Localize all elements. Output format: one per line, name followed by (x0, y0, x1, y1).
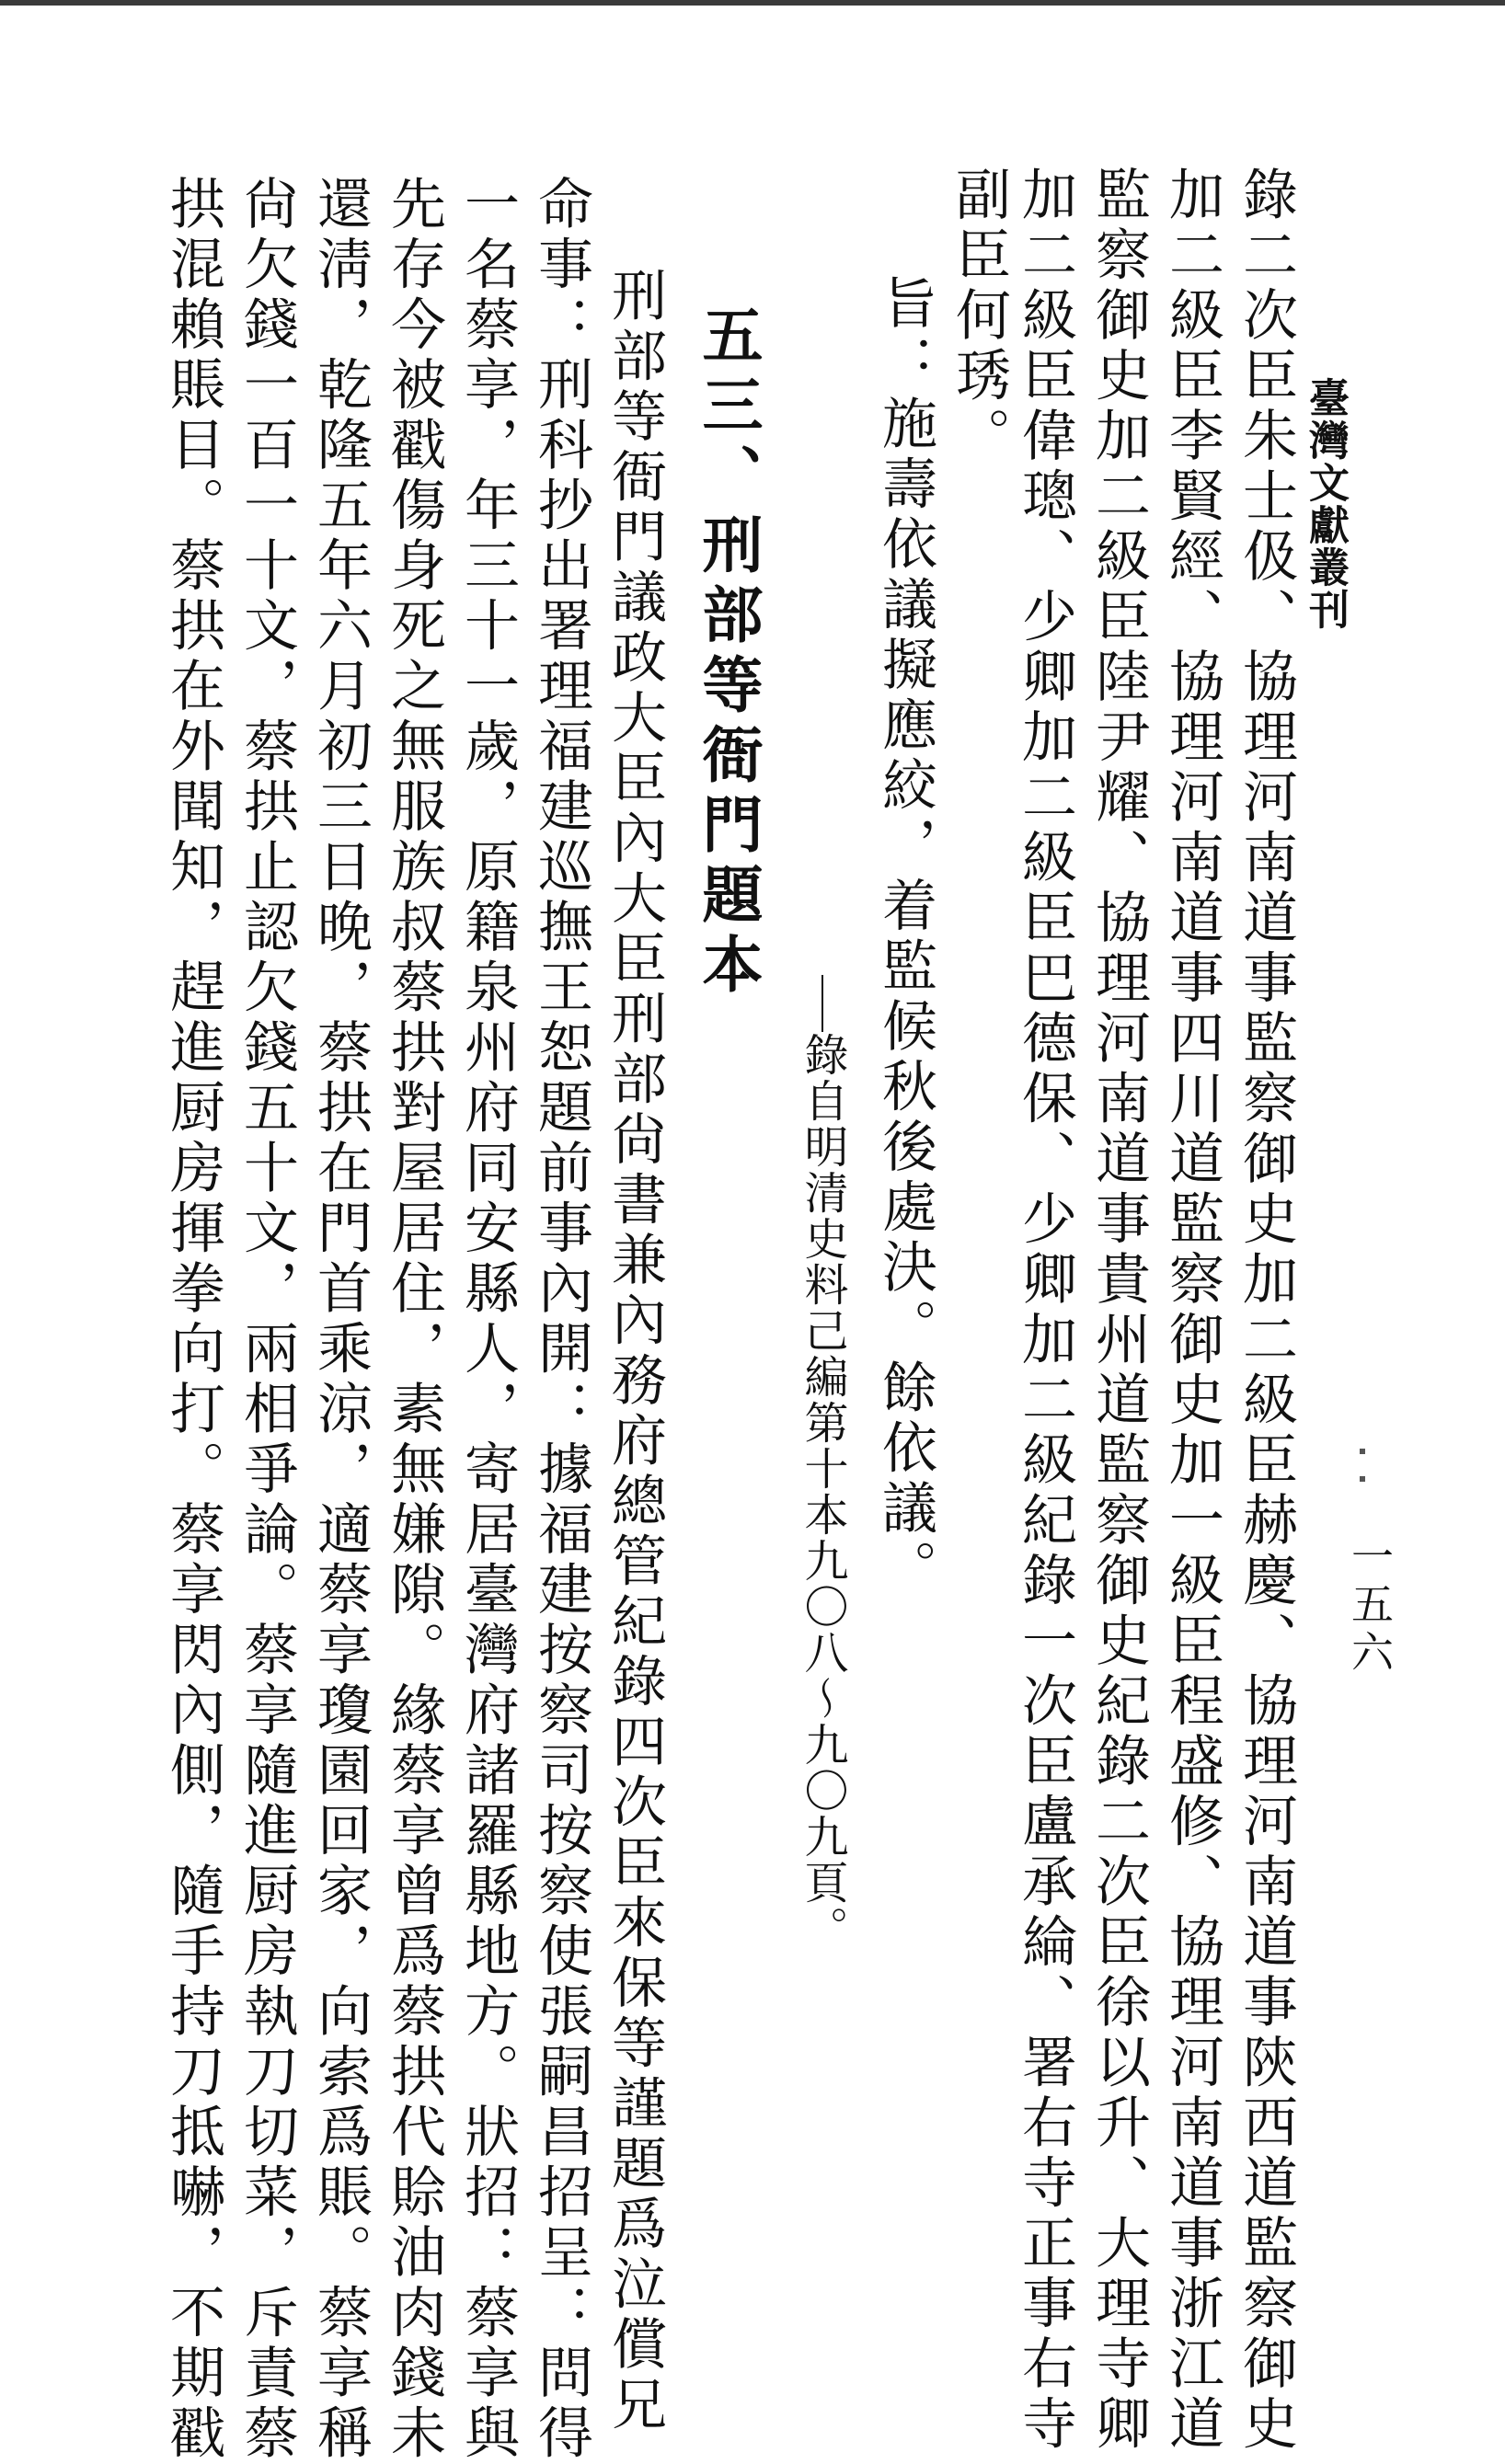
text-column: 刑部等衙門議政大臣內大臣刑部尙書兼內務府總管紀錄四次臣來保等謹題爲泣償兄 (603, 267, 667, 2435)
text-column: 副臣何琇。 (947, 166, 1011, 467)
text-column: 拱混賴賬目。蔡拱在外聞知，趕進厨房揮拳向打。蔡享閃內側，隨手持刀抵嚇，不期戳 (161, 175, 225, 2464)
text-column: 尙欠錢一百一十文，蔡拱止認欠錢五十文，兩相爭論。蔡享隨進厨房執刀切菜，斥責蔡 (235, 175, 299, 2464)
source-dash (821, 975, 823, 1032)
source-citation: 錄自明清史料己編第十本九〇八〜九〇九頁。 (797, 1032, 848, 1952)
page-number: 一五六 (1345, 1534, 1395, 1678)
text-column: 一名蔡享，年三十一歲，原籍泉州府同安縣人，寄居臺灣府諸羅縣地方。狀招：蔡享與 (455, 175, 520, 2464)
scan-mark (1360, 1476, 1365, 1482)
scan-mark (1360, 1449, 1365, 1454)
text-column: 命事：刑科抄出署理福建巡撫王恕題前事內開：據福建按察司按察使張嗣昌招呈：問得 (529, 175, 593, 2464)
text-column: 先存今被戳傷身死之無服族叔蔡拱對屋居住，素無嫌隙。緣蔡享曾爲蔡拱代賒油肉錢未 (382, 175, 446, 2464)
text-column: 監察御史加二級臣陸尹耀、協理河南道事貴州道監察御史紀錄二次臣徐以升、大理寺卿 (1086, 166, 1151, 2455)
section-heading: 五三、刑部等衙門題本 (692, 304, 764, 1003)
text-column: 錄二次臣朱士伋、協理河南道事監察御史加二級臣赫慶、協理河南道事陝西道監察御史 (1234, 166, 1298, 2455)
text-column: 還淸，乾隆五年六月初三日晚，蔡拱在門首乘涼，適蔡享瓊園回家，向索爲賬。蔡享稱 (308, 175, 373, 2464)
series-title: 臺灣文獻叢刊 (1302, 377, 1349, 631)
top-border (0, 0, 1505, 6)
text-column: 加二級臣李賢經、協理河南道事四川道監察御史加一級臣程盛修、協理河南道事浙江道 (1160, 166, 1224, 2455)
text-column: 加二級臣偉璁、少卿加二級臣巴德保、少卿加二級紀錄一次臣盧承綸、署右寺正事右寺 (1013, 166, 1077, 2455)
imperial-decree: 旨：施壽依議擬應絞，着監候秋後處決。餘依議。 (873, 274, 937, 1599)
